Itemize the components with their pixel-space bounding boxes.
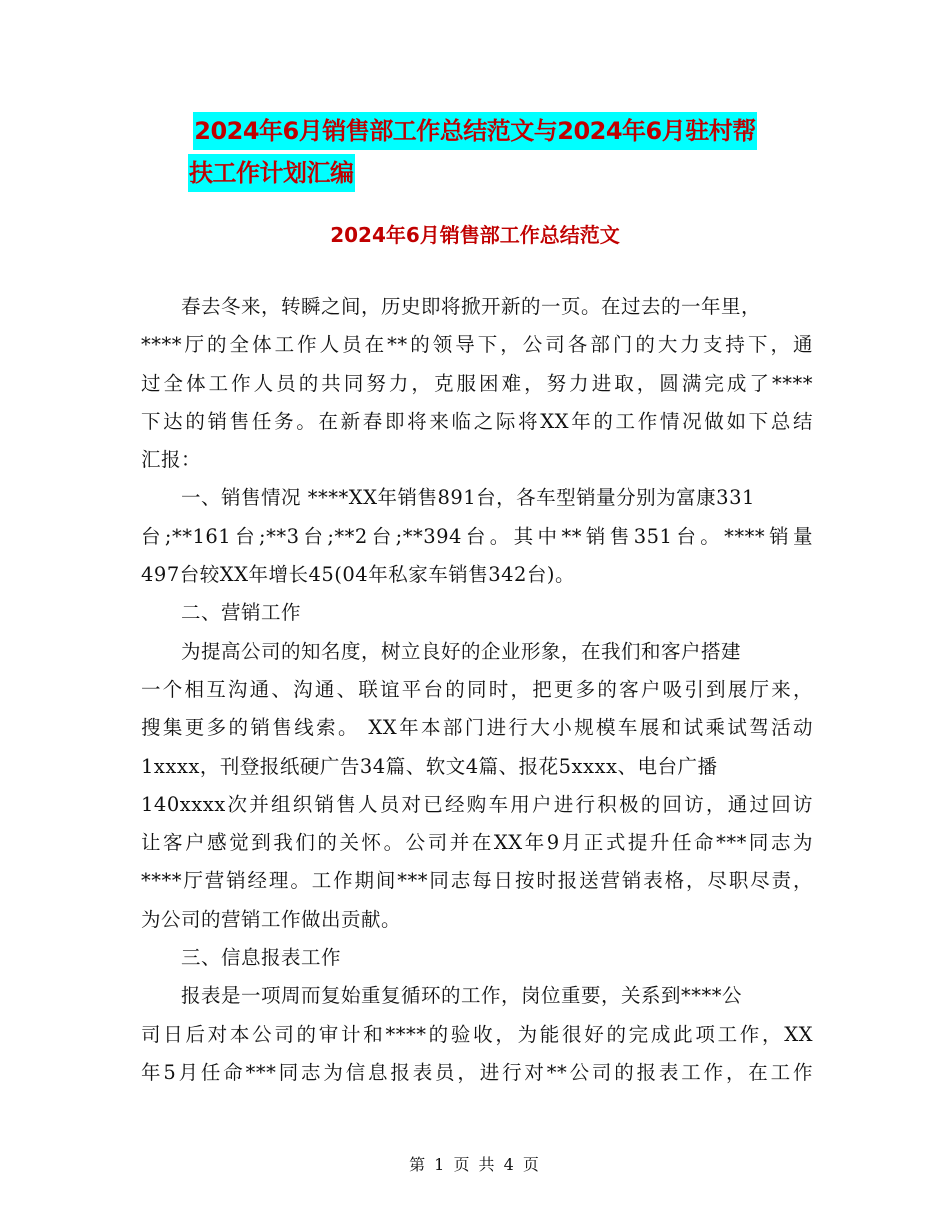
body-line: 140xxxx次并组织销售人员对已经购车用户进行积极的回访，通过回访 xyxy=(141,792,813,816)
body-line: 汇报： xyxy=(141,448,202,472)
document-title-line-1: 2024年6月销售部工作总结范文与2024年6月驻村帮 xyxy=(193,112,757,150)
document-body xyxy=(141,288,813,1092)
document-title-line-1-wrap xyxy=(0,112,950,150)
body-line: 一个相互沟通、沟通、联谊平台的同时，把更多的客户吸引到展厅来， xyxy=(141,677,813,701)
section-heading: 2024年6月销售部工作总结范文 xyxy=(330,223,620,247)
body-line: 让客户感觉到我们的关怀。公司并在XX年9月正式提升任命***同志为 xyxy=(141,831,813,855)
body-line: ****厅的全体工作人员在**的领导下，公司各部门的大力支持下，通 xyxy=(141,333,813,357)
body-line: 一、销售情况 ****XX年销售891台，各车型销量分别为富康331 xyxy=(181,486,755,510)
body-line: 台;**161台;**3台;**2台;**394台。其中**销售351台。****销量 xyxy=(141,524,813,548)
body-line: 过全体工作人员的共同努力，克服困难，努力进取，圆满完成了**** xyxy=(141,371,813,395)
body-line: 为提高公司的知名度，树立良好的企业形象，在我们和客户搭建 xyxy=(181,639,742,663)
body-line: 司日后对本公司的审计和****的验收，为能很好的完成此项工作，XX xyxy=(141,1022,813,1046)
document-title-line-2: 扶工作计划汇编 xyxy=(188,154,355,192)
body-line: 年5月任命***同志为信息报表员，进行对**公司的报表工作，在工作 xyxy=(141,1060,813,1084)
body-line: 为公司的营销工作做出贡献。 xyxy=(141,907,402,931)
body-line: 497台较XX年增长45(04年私家车销售342台)。 xyxy=(141,563,576,587)
body-line: 1xxxx，刊登报纸硬广告34篇、软文4篇、报花5xxxx、电台广播 xyxy=(141,754,718,778)
body-line: ****厅营销经理。工作期间***同志每日按时报送营销表格，尽职尽责， xyxy=(141,869,813,893)
page-number-footer: 第 1 页 共 4 页 xyxy=(409,1155,541,1174)
body-line: 春去冬来，转瞬之间，历史即将掀开新的一页。在过去的一年里， xyxy=(181,295,762,318)
document-title-line-2-wrap xyxy=(188,154,355,192)
section-heading-line: 三、信息报表工作 xyxy=(181,946,342,970)
body-line: 下达的销售任务。在新春即将来临之际将XX年的工作情况做如下总结 xyxy=(141,409,813,433)
body-line: 报表是一项周而复始重复循环的工作，岗位重要，关系到****公 xyxy=(181,984,743,1008)
body-line: 搜集更多的销售线索。 XX年本部门进行大小规模车展和试乘试驾活动 xyxy=(141,716,813,740)
section-heading-line: 二、营销工作 xyxy=(181,601,302,625)
